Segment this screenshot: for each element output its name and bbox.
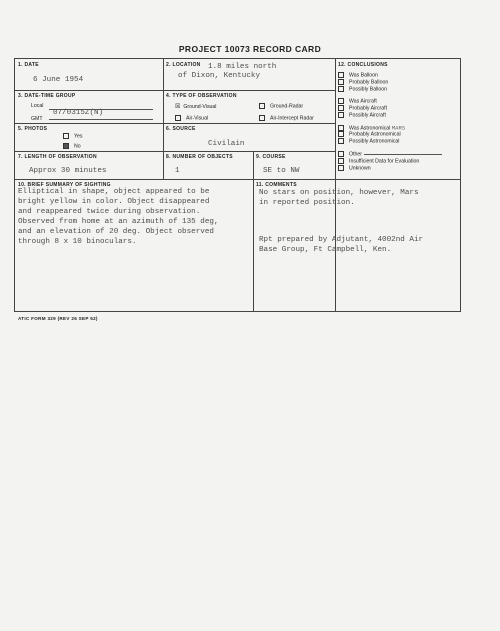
- checkbox-icon: [338, 72, 344, 78]
- summary-line: through 8 x 10 binoculars.: [18, 238, 137, 246]
- checkbox-icon: [338, 138, 344, 144]
- checkbox-icon: [338, 112, 344, 118]
- form-number: ATIC FORM 329 (REV 26 SEP 52): [18, 316, 98, 321]
- comment-line: in reported position.: [259, 199, 355, 207]
- obs-air-visual: Air-Visual: [175, 115, 208, 121]
- course-label: 9. COURSE: [256, 154, 286, 160]
- dtg-label: 3. DATE-TIME GROUP: [18, 93, 76, 99]
- source-value: Civilain: [208, 140, 245, 148]
- checkbox-icon: [259, 103, 265, 109]
- conclusion-was-astronomical: Was Astronomical MARS: [338, 125, 442, 132]
- checkbox-icon: [338, 125, 344, 131]
- checkbox-icon: [338, 158, 344, 164]
- conclusion-was-aircraft: Was Aircraft: [338, 98, 442, 105]
- checkbox-icon: [338, 98, 344, 104]
- conclusion-probably-balloon: Probably Balloon: [338, 79, 442, 86]
- location-line2: of Dixon, Kentucky: [178, 72, 261, 80]
- checkbox-icon: [338, 131, 344, 137]
- checkbox-icon: [338, 151, 344, 157]
- summary-line: bright yellow in color. Object disappeared: [18, 198, 210, 206]
- course-value: SE to NW: [263, 167, 300, 175]
- conclusions-list: [338, 72, 442, 175]
- summary-line: Observed from home at an azimuth of 135 deg,: [18, 218, 219, 226]
- summary-line: and an elevation of 20 deg. Object observed: [18, 228, 214, 236]
- mars-annotation: MARS: [391, 124, 406, 132]
- obs-ground-visual: ☒ Ground-Visual: [175, 104, 217, 110]
- conclusion-possibly-astronomical: Possibly Astronomical: [338, 138, 442, 145]
- obs-ground-radar: Ground-Radar: [259, 103, 303, 109]
- photos-label: 5. PHOTOS: [18, 126, 48, 132]
- checkbox-icon: [63, 133, 69, 139]
- conclusion-probably-aircraft: Probably Aircraft: [338, 105, 442, 112]
- location-line1: 1.8 miles north: [208, 63, 277, 71]
- num-objects-label: 8. NUMBER OF OBJECTS: [166, 154, 233, 160]
- checkbox-icon: [338, 165, 344, 171]
- length-label: 7. LENGTH OF OBSERVATION: [18, 154, 97, 160]
- conclusion-possibly-balloon: Possibly Balloon: [338, 86, 442, 93]
- card-title: PROJECT 10073 RECORD CARD: [178, 44, 322, 54]
- type-obs-label: 4. TYPE OF OBSERVATION: [166, 93, 237, 99]
- conclusion-possibly-aircraft: Possibly Aircraft: [338, 112, 442, 119]
- summary-label: 10. BRIEF SUMMARY OF SIGHTING: [18, 182, 111, 188]
- gmt-value: 07/0315Z(N): [53, 109, 104, 117]
- gmt-label: GMT: [31, 116, 43, 122]
- checkbox-icon: [338, 86, 344, 92]
- length-value: Approx 30 minutes: [29, 167, 107, 175]
- checkbox-icon: [338, 105, 344, 111]
- checkbox-icon: [63, 143, 69, 149]
- source-label: 6. SOURCE: [166, 126, 196, 132]
- conclusions-label: 12. CONCLUSIONS: [338, 62, 388, 68]
- summary-line: and reappeared twice during observation.: [18, 208, 201, 216]
- checkbox-icon: [175, 115, 181, 121]
- local-label: Local: [31, 103, 44, 109]
- photos-yes: Yes: [63, 133, 82, 139]
- checked-box-icon: ☒: [175, 104, 181, 110]
- checkbox-icon: [338, 79, 344, 85]
- comments-label: 11. COMMENTS: [256, 182, 297, 188]
- summary-line: Elliptical in shape, object appeared to be: [18, 188, 210, 196]
- photos-no: No: [63, 143, 81, 149]
- num-objects-value: 1: [175, 167, 180, 175]
- conclusion-was-balloon: Was Balloon: [338, 72, 442, 79]
- conclusion-insufficient-data: Insufficient Data for Evaluation: [338, 158, 442, 165]
- location-label: 2. LOCATION: [166, 62, 201, 68]
- comment-line: Base Group, Ft Campbell, Ken.: [259, 246, 392, 254]
- date-value: 6 June 1954: [33, 76, 84, 84]
- date-label: 1. DATE: [18, 62, 39, 68]
- checkbox-icon: [259, 115, 265, 121]
- conclusion-other: Other: [338, 151, 442, 158]
- obs-air-intercept: Air-Intercept Radar: [259, 115, 314, 121]
- comment-line: Rpt prepared by Adjutant, 4002nd Air: [259, 236, 424, 244]
- conclusion-probably-astronomical: Probably Astronomical: [338, 131, 442, 138]
- conclusion-unknown: Unknown: [338, 165, 442, 172]
- comment-line: No stars on position, however, Mars: [259, 189, 419, 197]
